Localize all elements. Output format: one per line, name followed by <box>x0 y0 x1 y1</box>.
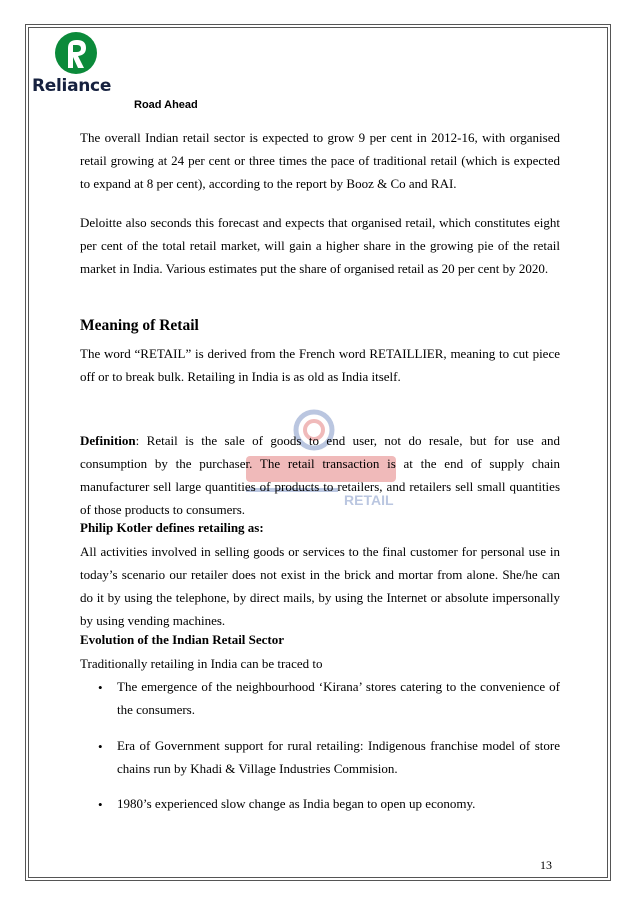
section-label: Road Ahead <box>134 99 198 111</box>
paragraph-kotler: All activities involved in selling goods or services to the final customer for personal use in today’s scenario our retailer does not exist in the brick and mortar from alone. She/he can do it by using the telephone, by direct mails, by using the Internet or absolute impersonally by using vending machines. <box>80 544 560 628</box>
paragraph-meaning: The word “RETAIL” is derived from the French word RETAILLIER, meaning to cut piece off or to break bulk. Retailing in India is as old as India itself. <box>80 346 560 384</box>
heading-kotler: Philip Kotler defines retailing as: <box>80 520 264 535</box>
bullet-item: 1980’s experienced slow change as India began to open up economy. <box>117 796 476 811</box>
heading-meaning-of-retail: Meaning of Retail <box>80 317 199 334</box>
bullet-dot: • <box>98 680 103 695</box>
bullet-dot: • <box>98 739 103 754</box>
heading-evolution: Evolution of the Indian Retail Sector <box>80 632 285 647</box>
page-number: 13 <box>540 858 552 872</box>
paragraph-deloitte: Deloitte also seconds this forecast and expects that organised retail, which constitutes eight per cent of the total retail market, will gain a higher share in the growing pie of the retail market in India. Various estimates put the share of organised retail as 20 per cent by 2020. <box>80 215 560 276</box>
bullet-item: Era of Government support for rural retailing: Indigenous franchise model of store chains run by Khadi & Village Industries Commision. <box>117 738 560 776</box>
bullet-item: The emergence of the neighbourhood ‘Kirana’ stores catering to the convenience of the consumers. <box>117 679 560 717</box>
logo-wordmark: Reliance <box>32 76 112 96</box>
bullet-dot: • <box>98 797 103 812</box>
paragraph-evolution-intro: Traditionally retailing in India can be traced to <box>80 656 323 671</box>
definition-text: : Retail is the sale of goods to end user, not do resale, but for use and consumption by the purchaser. The retail transaction is at the end of supply chain manufacturer sell large quantities of products to retailers, and retailers sell small quantities of those products to consumers. <box>80 433 560 517</box>
watermark-text: RETAIL <box>344 492 394 508</box>
definition-label: Definition <box>80 433 136 448</box>
paragraph-forecast: The overall Indian retail sector is expected to grow 9 per cent in 2012-16, with organised retail growing at 24 per cent or three times the pace of traditional retail (which is expected to expand at 8 per cent), according to the report by Booz & Co and RAI. <box>80 130 560 191</box>
paragraph-definition <box>80 429 560 521</box>
